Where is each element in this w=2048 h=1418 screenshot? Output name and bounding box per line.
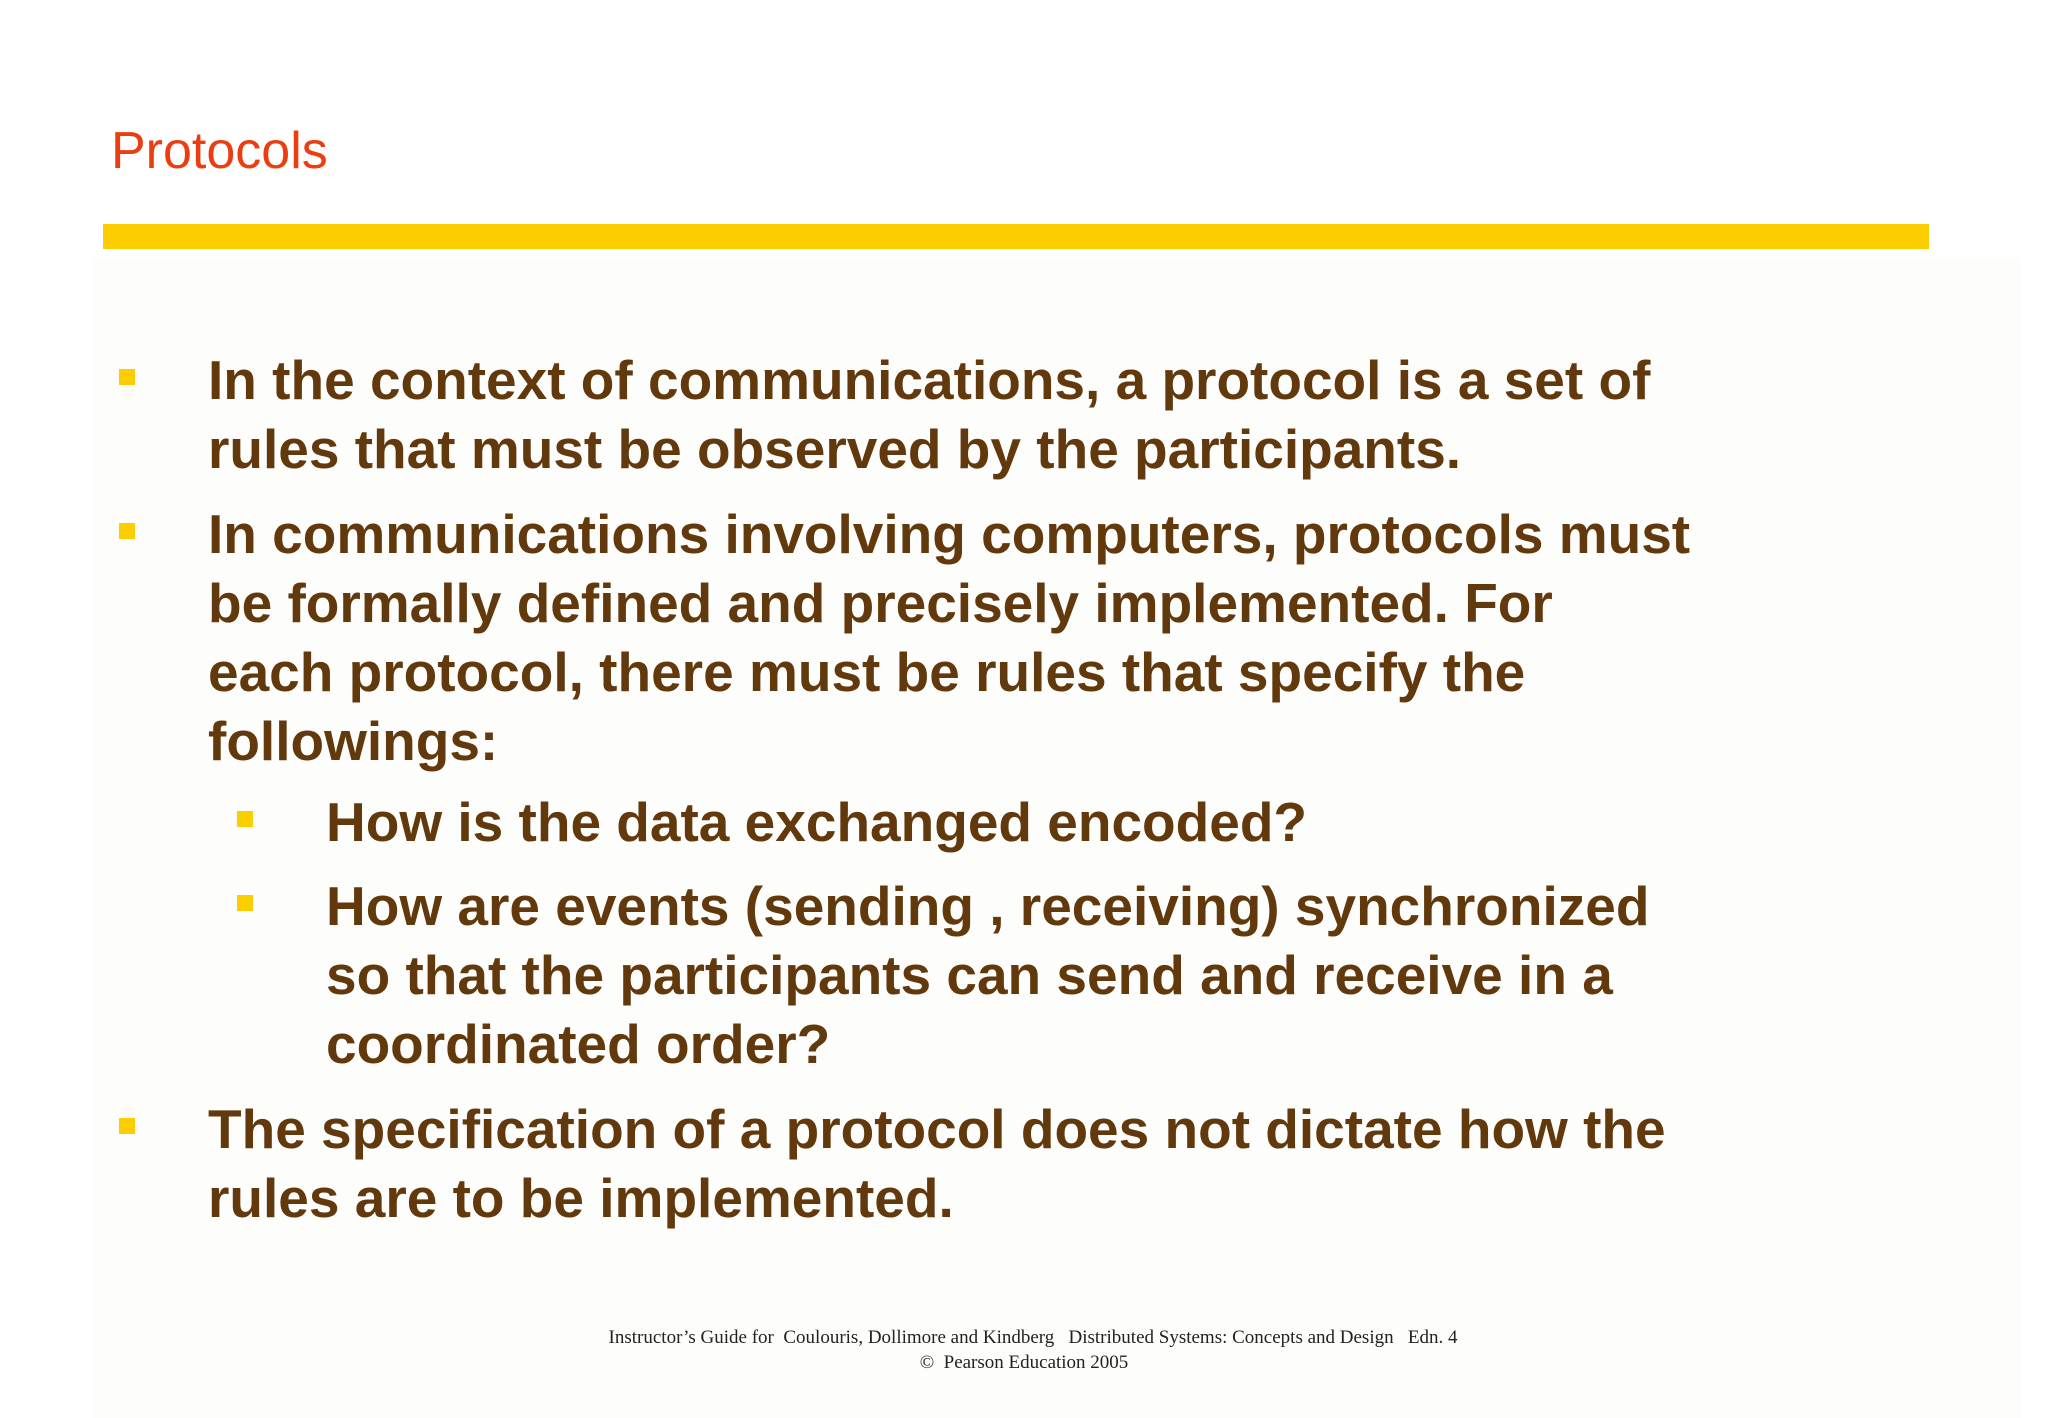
sub-bullet-text: How is the data exchanged encoded? (326, 791, 1308, 853)
sub-bullet-item (326, 788, 1776, 857)
footer-citation: Instructor’s Guide for Coulouris, Dollimore and Kindberg Distributed Systems: Concepts and Design Edn. 4 (608, 1327, 1458, 1348)
footer-copyright: © Pearson Education 2005 (919, 1352, 1129, 1373)
bullet-text: In communications involving computers, protocols must be formally defined and precisely implemented. For each protocol, there must be rules that specify the followings: (208, 503, 1691, 772)
square-bullet-icon (119, 1118, 135, 1134)
square-bullet-icon (119, 523, 135, 539)
bullet-item (208, 346, 1768, 484)
title-divider-bar (103, 224, 1929, 249)
square-bullet-icon (237, 895, 253, 911)
bullet-text: In the context of communications, a protocol is a set of rules that must be observed by the participants. (208, 349, 1651, 480)
slide-title: Protocols (111, 122, 328, 180)
sub-bullet-text: How are events (sending , receiving) synchronized so that the participants can send and receive in a coordinated order? (326, 875, 1650, 1075)
sub-bullet-item (326, 872, 1776, 1079)
square-bullet-icon (237, 811, 253, 827)
bullet-text: The specification of a protocol does not dictate how the rules are to be implemented. (208, 1098, 1666, 1229)
bullet-item (208, 1095, 1768, 1233)
square-bullet-icon (119, 369, 135, 385)
slide-footer (0, 1325, 2048, 1375)
bullet-item (208, 500, 1768, 776)
